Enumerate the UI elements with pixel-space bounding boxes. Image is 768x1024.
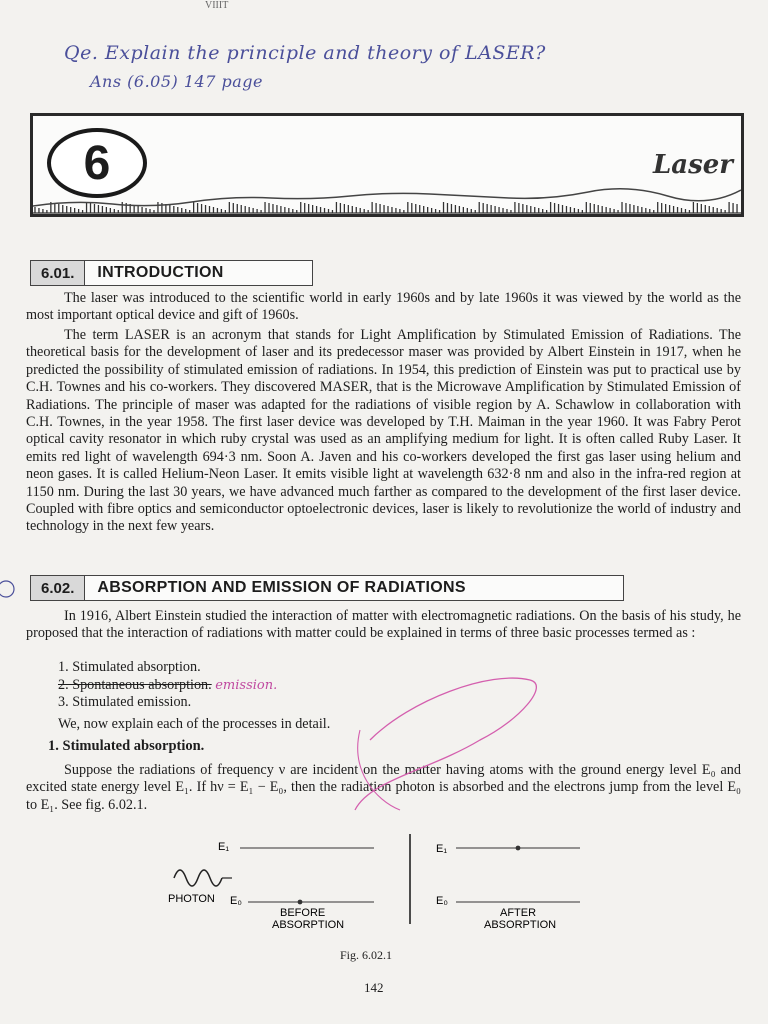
explain-line: We, now explain each of the processes in detail. [58,716,331,732]
pink-annotation-scribble [330,660,570,830]
label-before: BEFORE [280,907,326,919]
section-heading-introduction [30,260,313,286]
subheading-stimulated-absorption: 1. Stimulated absorption. [48,738,205,754]
label-photon: PHOTON [168,893,215,905]
label-before-2: ABSORPTION [272,919,345,931]
chapter-number: 6 [47,128,147,198]
section-title: INTRODUCTION [97,264,224,281]
figure-caption: Fig. 6.02.1 [340,948,393,962]
section-heading-absorption [30,575,624,601]
section-number: 6.02. [31,576,85,600]
process-list [58,659,277,712]
label-e0-after: E₀ [436,895,448,907]
chapter-title: Laser [652,150,733,180]
handwritten-answer-ref: Ans (6.05) 147 page [90,72,263,91]
photon-wave-icon [174,870,222,886]
page-number: 142 [364,980,384,995]
handwritten-correction: emission. [215,677,278,693]
absorption-figure [160,832,600,942]
list-item: 3. Stimulated emission. [58,694,192,711]
stimulated-absorption-paragraph: Suppose the radiations of frequency ν are incident on the matter having atoms with the ground energy level E₀ and excited state energy level E₁. If hν = E₁ − E₀, then the radiation photon is absorbed and the electrons jump from the level E₀ to E₁. See fig. 6.02.1. [26,762,741,813]
list-item-text: 2. Spontaneous absorption. [58,676,212,693]
label-e1-before: E₁ [218,841,230,853]
label-after-2: ABSORPTION [484,919,557,931]
top-scrap-text: VIIIT [205,0,229,11]
label-after: AFTER [500,907,537,919]
circled-number-mark [0,574,20,604]
list-item [58,677,277,695]
label-e1-after: E₁ [436,843,448,855]
section-title: ABSORPTION AND EMISSION OF RADIATIONS [97,579,466,596]
electron-after [516,846,521,851]
electron-before [298,900,303,905]
handwritten-question: Qe. Explain the principle and theory of LASER? [64,42,546,64]
intro-paragraph-2: The term LASER is an acronym that stands for Light Amplification by Stimulated Emission of Radiations. The theoretical basis for the development of laser and its predecessor maser was provided by Albert Einstein in 1917, when he predicted the possibility of stimulated emission of radiations. In 1954, this prediction of Einstein was put to practical use by C.H. Townes and his co-workers. They discovered MASER, that is the Microwave Amplification by Stimulated Emission of Radiations. The principle of maser was adapted for the radiations of visible region by A. Schawlow in collaboration with C.H. Townes, in the year 1958. The first laser device was developed by T.H. Maiman in the year 1960. It was Fabry Perot optical cavity resonator in which ruby crystal was used as an amplifying medium for light. It is often called Ruby Laser. It emits red light of wavelength 694·3 nm. Soon A. Javen and his co-workers developed the first gas laser using helium and neon gases. It is called Helium-Neon Laser. It emits visible light at wavelength 632·8 nm and also in the infra-red region at 1150 nm. During the last 30 years, we have advanced much farther as compared to the development of the first laser device. Coupled with fibre optics and semiconductor optoelectronic devices, laser is likely to revolutionize the world of industry and technology in the next few years. [26,327,741,535]
chapter-banner [30,113,744,217]
label-e0-before: E₀ [230,895,242,907]
section-number: 6.01. [31,261,85,285]
decorative-wave-strip [33,180,741,214]
absorption-intro-paragraph: In 1916, Albert Einstein studied the interaction of matter with electromagnetic radiations. On the basis of his study, he proposed that the interaction of radiations with matter could be explained in terms of three basic processes termed as : [26,608,741,642]
intro-paragraph-1: The laser was introduced to the scientific world in early 1960s and by late 1960s it was viewed by the world as the most important optical device and gift of 1960s. [26,290,741,324]
list-item: 1. Stimulated absorption. [58,659,201,675]
